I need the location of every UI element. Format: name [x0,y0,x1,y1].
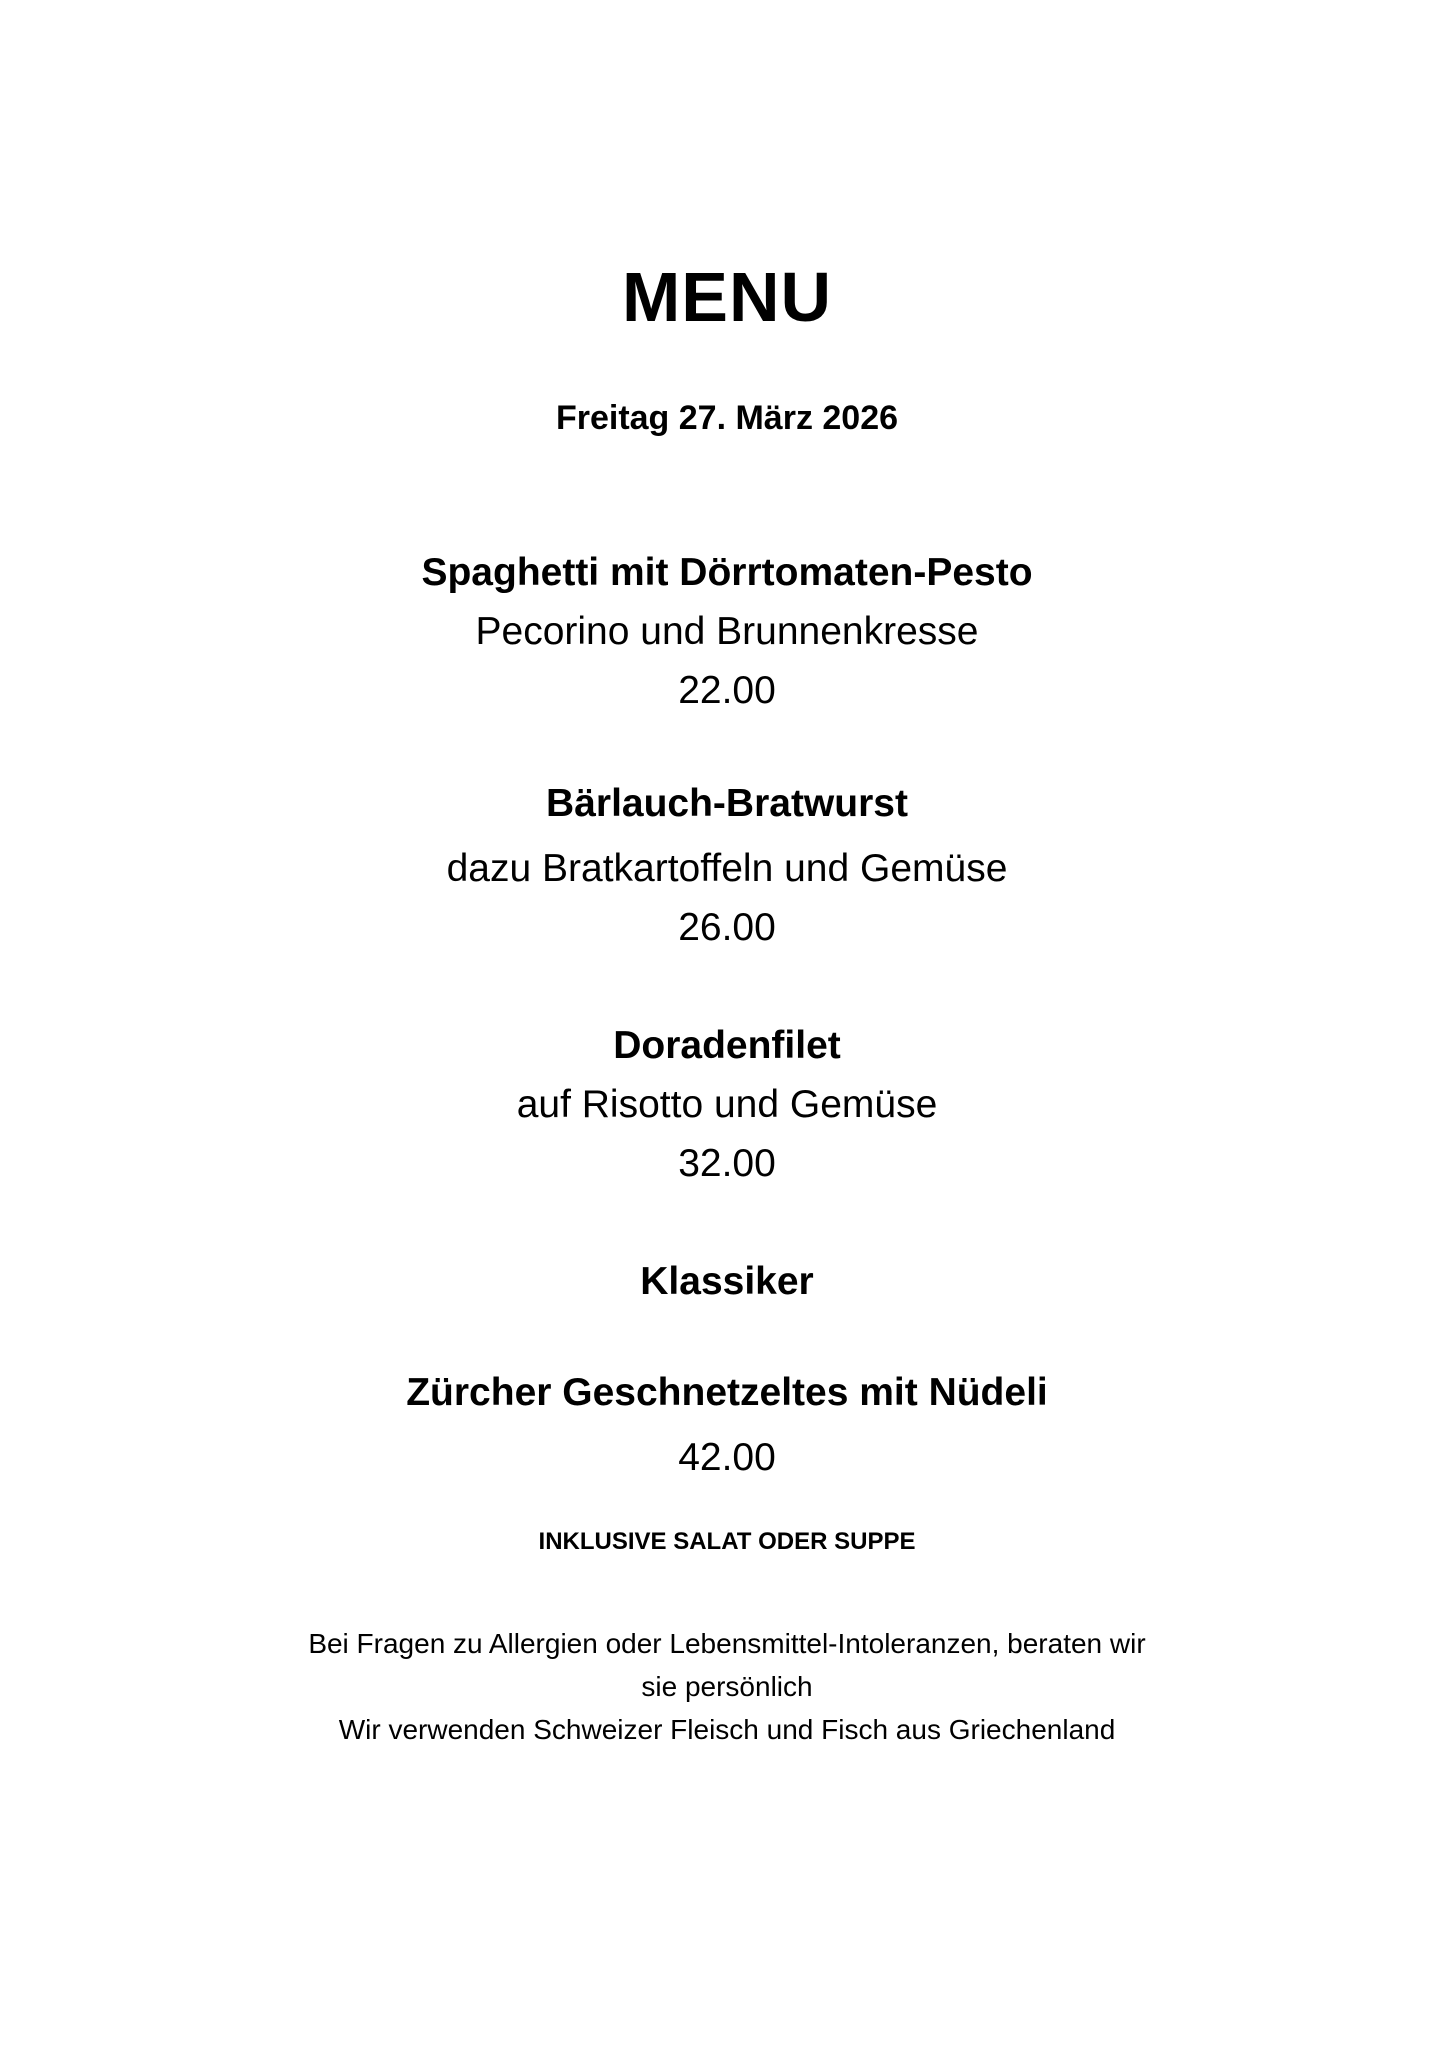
dish-1-description: Pecorino und Brunnenkresse [475,610,979,653]
allergy-note-line-2: sie persönlich [641,1671,813,1702]
classics-heading: Klassiker [640,1260,814,1303]
dish-1-price: 22.00 [678,669,776,712]
origin-note: Wir verwenden Schweizer Fleisch und Fisch aus Griechenland [338,1714,1116,1745]
classic-dish-price: 42.00 [678,1436,776,1479]
menu-date: Freitag 27. März 2026 [555,399,899,437]
dish-3-price: 32.00 [678,1142,776,1185]
dish-1-name: Spaghetti mit Dörrtomaten-Pesto [421,551,1033,594]
menu-title: MENU [621,258,833,336]
dish-3-name: Doradenfilet [613,1024,841,1067]
dish-2-description: dazu Bratkartoffeln und Gemüse [446,847,1008,890]
dish-3-description: auf Risotto und Gemüse [516,1083,938,1126]
dish-2-name: Bärlauch-Bratwurst [546,782,908,825]
dish-2-price: 26.00 [678,906,776,949]
included-note: INKLUSIVE SALAT ODER SUPPE [538,1528,916,1555]
classic-dish-name: Zürcher Geschnetzeltes mit Nüdeli [406,1371,1048,1414]
allergy-note-line-1: Bei Fragen zu Allergien oder Lebensmittel-Intoleranzen, beraten wir [308,1628,1146,1659]
